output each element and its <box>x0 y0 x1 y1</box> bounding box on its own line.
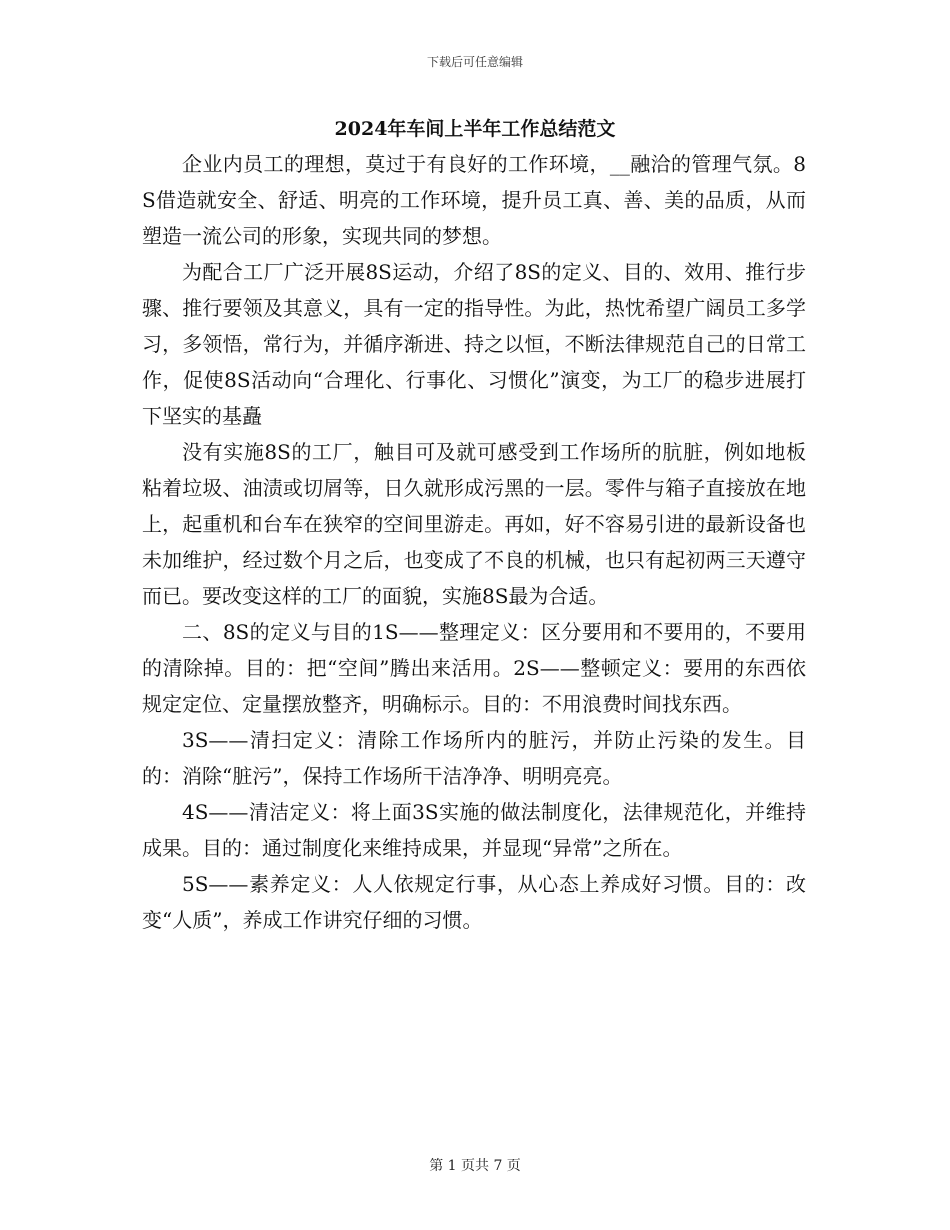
page-number-footer: 第 1 页共 7 页 <box>429 1158 521 1174</box>
paragraph-definition-3s: 3S——清扫定义：清除工作场所内的脏污，并防止污染的发生。目的：消除“脏污”，保持工作场所干洁净净、明明亮亮。 <box>142 728 806 788</box>
paragraph-intro: 企业内员工的理想，莫过于有良好的工作环境，__融洽的管理气氛。8S借造就安全、舒适、明亮的工作环境，提升员工真、善、美的品质，从而塑造一流公司的形象，实现共同的梦想。 <box>142 152 806 248</box>
paragraph-purpose: 为配合工厂广泛开展8S运动，介绍了8S的定义、目的、效用、推行步骤、推行要领及其意义，具有一定的指导性。为此，热忱希望广阔员工多学习，多领悟，常行为，并循序渐进、持之以恒，不断法律规范自己的日常工作，促使8S活动向“合理化、行事化、习惯化”演变，为工厂的稳步进展打下坚实的基矗 <box>142 260 806 428</box>
paragraph-problem: 没有实施8S的工厂，触目可及就可感受到工作场所的肮脏，例如地板粘着垃圾、油渍或切屑等，日久就形成污黑的一层。零件与箱子直接放在地上，起重机和台车在狭窄的空间里游走。再如，好不容易引进的最新设备也未加维护，经过数个月之后，也变成了不良的机械，也只有起初两三天遵守而已。要改变这样的工厂的面貌，实施8S最为合适。 <box>142 440 806 608</box>
document-body <box>142 146 806 938</box>
paragraph-definition-4s: 4S——清洁定义：将上面3S实施的做法制度化，法律规范化，并维持成果。目的：通过制度化来维持成果，并显现“异常”之所在。 <box>142 800 806 860</box>
paragraph-definition-5s: 5S——素养定义：人人依规定行事，从心态上养成好习惯。目的：改变“人质”，养成工作讲究仔细的习惯。 <box>142 872 806 932</box>
page-header-note: 下载后可任意编辑 <box>426 55 523 69</box>
paragraph-definition-1s-2s: 二、8S的定义与目的1S——整理定义：区分要用和不要用的，不要用的清除掉。目的：把“空间”腾出来活用。2S——整顿定义：要用的东西依规定定位、定量摆放整齐，明确标示。目的：不用浪费时间找东西。 <box>142 620 806 716</box>
document-title: 2024年车间上半年工作总结范文 <box>334 118 616 140</box>
